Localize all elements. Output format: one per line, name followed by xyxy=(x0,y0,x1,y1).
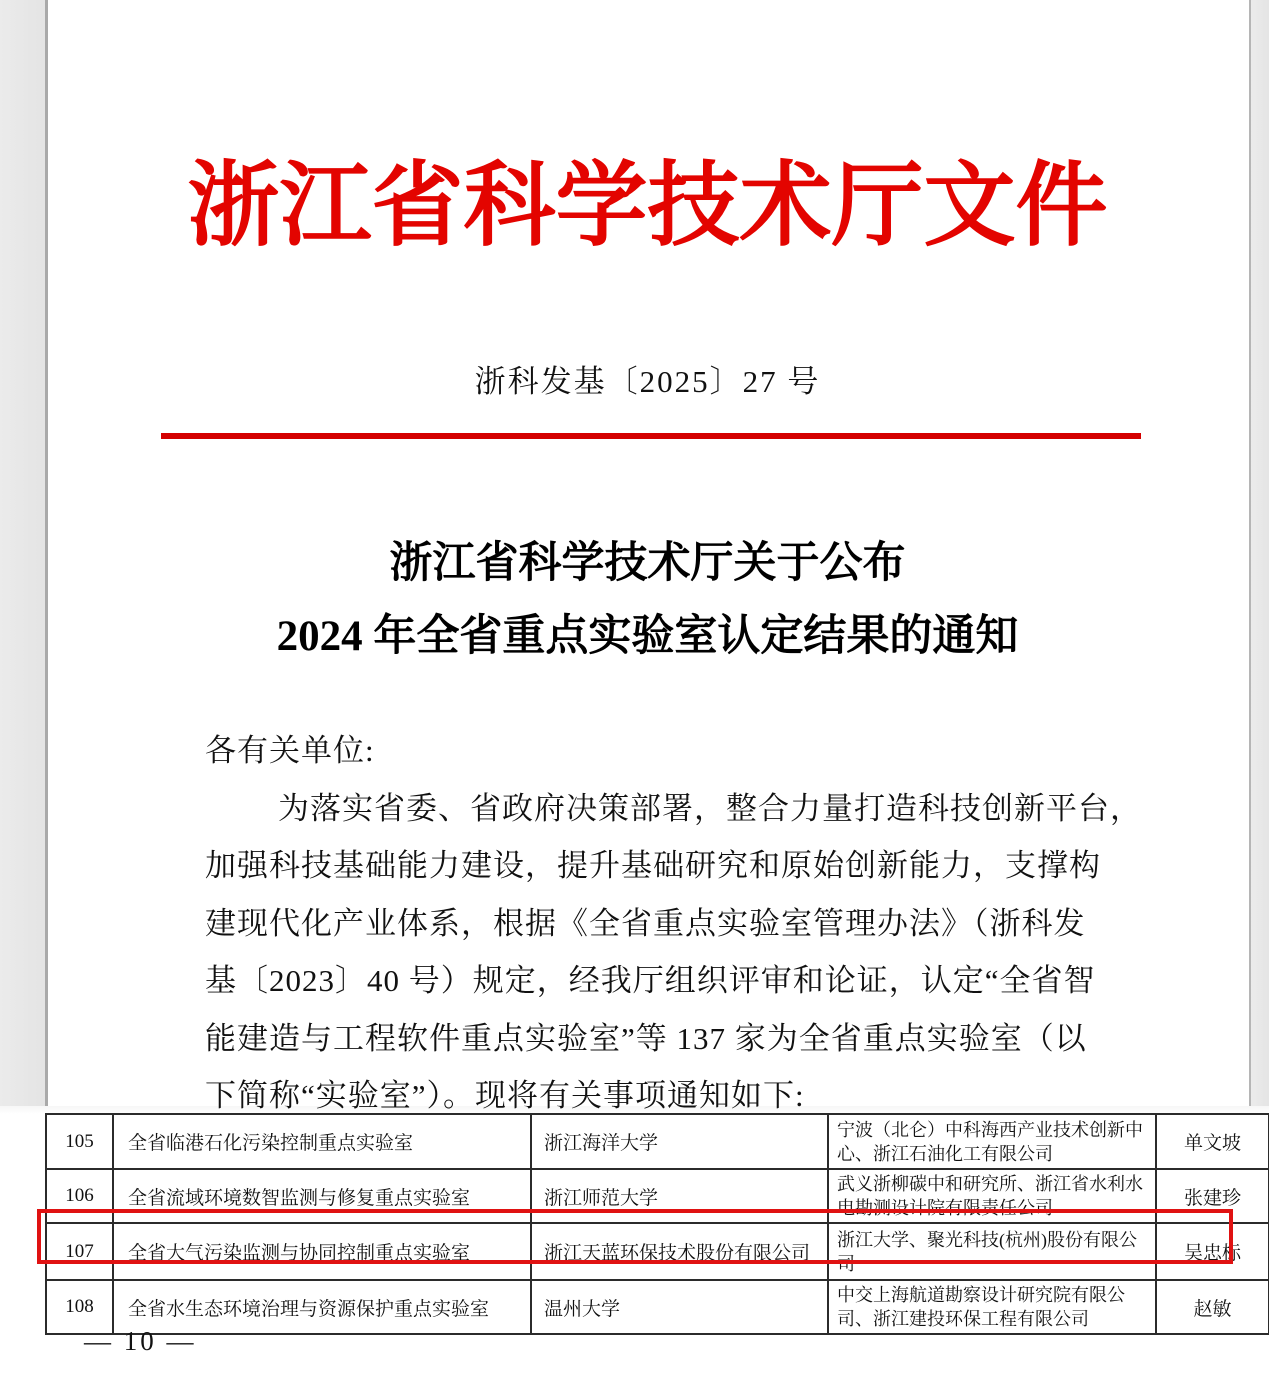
row-number-cell: 105 xyxy=(46,1114,113,1169)
notice-title-line1: 浙江省科学技术厅关于公布 xyxy=(389,540,906,587)
partners-cell: 宁波（北仑）中科海西产业技术创新中心、浙江石油化工有限公司 xyxy=(828,1114,1156,1169)
table-row xyxy=(46,1280,1269,1334)
body-line: 下简称“实验室”）。现将有关事项通知如下: xyxy=(205,1078,805,1113)
letterhead-red-rule xyxy=(161,433,1141,439)
salutation: 各有关单位: xyxy=(205,733,375,768)
director-cell: 单文坡 xyxy=(1156,1114,1269,1169)
notice-title xyxy=(46,527,1249,673)
director-cell: 吴忠标 xyxy=(1156,1223,1269,1280)
viewer-gutter-left xyxy=(0,0,48,1113)
row-number-cell: 106 xyxy=(46,1169,113,1223)
table-row xyxy=(46,1114,1269,1169)
institution-cell: 浙江天蓝环保技术股份有限公司 xyxy=(531,1223,828,1280)
lab-name-cell: 全省流域环境数智监测与修复重点实验室 xyxy=(113,1169,531,1223)
lab-name-cell: 全省水生态环境治理与资源保护重点实验室 xyxy=(113,1280,531,1334)
institution-cell: 浙江海洋大学 xyxy=(531,1114,828,1169)
director-cell: 赵敏 xyxy=(1156,1280,1269,1334)
notice-body xyxy=(205,722,1145,1125)
body-line: 加强科技基础能力建设，提升基础研究和原始创新能力，支撑构 xyxy=(205,848,1101,883)
row-number-cell: 107 xyxy=(46,1223,113,1280)
body-line: 能建造与工程软件重点实验室”等 137 家为全省重点实验室（以 xyxy=(205,1020,1087,1056)
document-reference-number: 浙科发基〔2025〕27 号 xyxy=(474,364,821,399)
body-line: 为落实省委、省政府决策部署，整合力量打造科技创新平台， xyxy=(278,790,1142,826)
institution-cell: 温州大学 xyxy=(531,1280,828,1334)
body-line: 基〔2023〕40 号）规定，经我厅组织评审和论证，认定“全省智 xyxy=(205,963,1096,998)
body-line: 建现代化产业体系，根据《全省重点实验室管理办法》（浙科发 xyxy=(205,905,1086,941)
partners-cell: 武义浙柳碳中和研究所、浙江省水利水电勘测设计院有限责任公司 xyxy=(828,1169,1156,1223)
page-number: — 10 — xyxy=(84,1326,197,1356)
partners-cell: 浙江大学、聚光科技(杭州)股份有限公司 xyxy=(828,1223,1156,1280)
viewer-gutter-right xyxy=(1249,0,1269,1113)
director-cell: 张建珍 xyxy=(1156,1169,1269,1223)
row-107-highlight-box xyxy=(37,1209,1233,1264)
lab-name-cell: 全省临港石化污染控制重点实验室 xyxy=(113,1114,531,1169)
row-number-cell: 108 xyxy=(46,1280,113,1334)
partners-cell: 中交上海航道勘察设计研究院有限公司、浙江建投环保工程有限公司 xyxy=(828,1280,1156,1334)
notice-title-line2: 2024 年全省重点实验室认定结果的通知 xyxy=(276,613,1019,660)
institution-cell: 浙江师范大学 xyxy=(531,1169,828,1223)
lab-name-cell: 全省大气污染监测与协同控制重点实验室 xyxy=(113,1223,531,1280)
agency-letterhead-title: 浙江省科学技术厅文件 xyxy=(187,155,1108,257)
